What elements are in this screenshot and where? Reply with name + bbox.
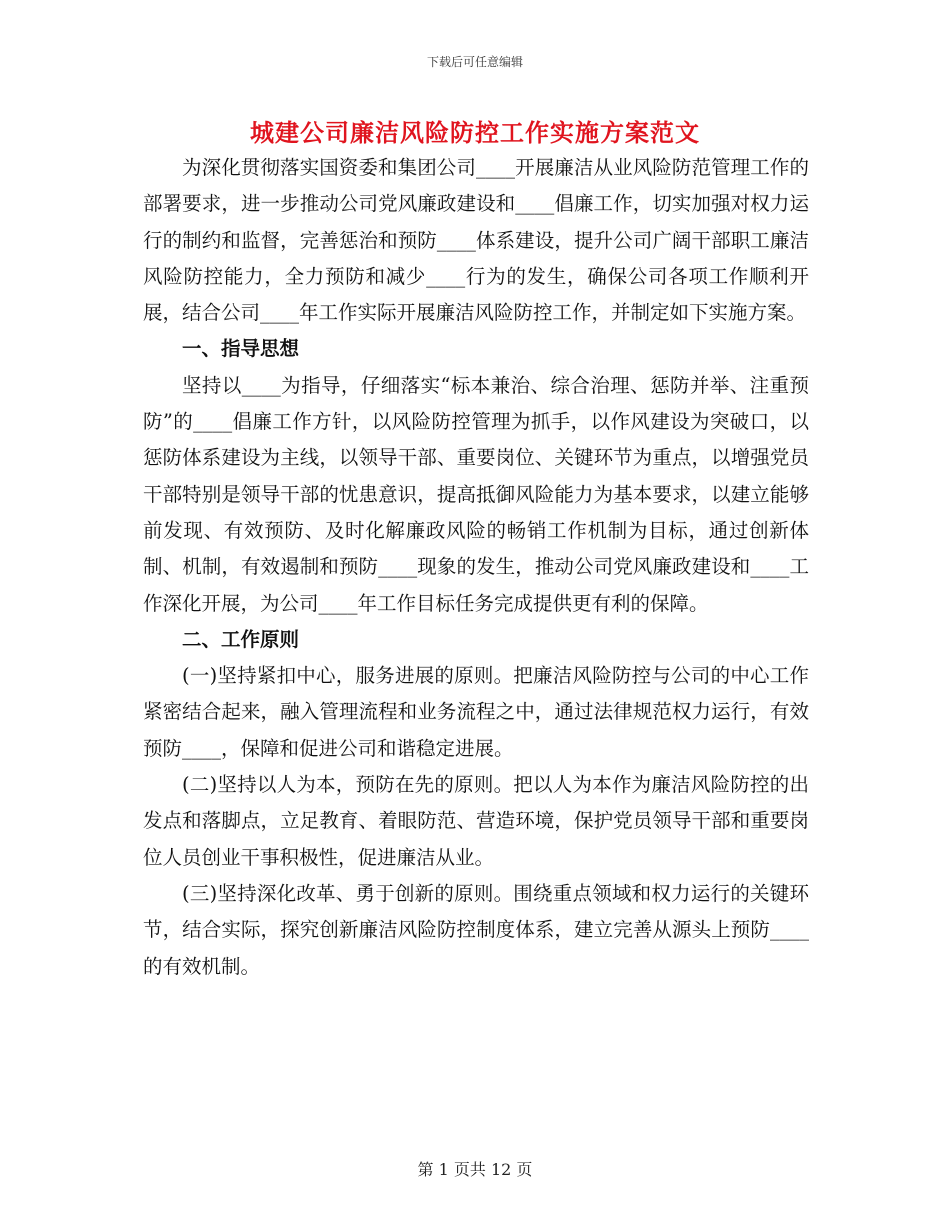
section-heading-guiding-ideology: 一、指导思想 — [182, 337, 300, 361]
document-body — [143, 150, 809, 985]
page-number: 第 1 页共 12 页 — [417, 1160, 533, 1179]
principle-paragraph-1: (一)坚持紧扣中心，服务进展的原则。把廉洁风险防控与公司的中心工作紧密结合起来，融入管理流程和业务流程之中，通过法律规范权力运行，有效预防____，保障和促进公司和谐稳定进展。 — [143, 664, 809, 760]
page-header-note: 下载后可任意编辑 — [426, 55, 523, 69]
intro-paragraph: 为深化贯彻落实国资委和集团公司____开展廉洁从业风险防范管理工作的部署要求，进一步推动公司党风廉政建设和____倡廉工作，切实加强对权力运行的制约和监督，完善惩治和预防____体系建设，提升公司广阔干部职工廉洁风险防控能力，全力预防和减少____行为的发生，确保公司各项工作顺利开展，结合公司____年工作实际开展廉洁风险防控工作，并制定如下实施方案。 — [143, 156, 809, 325]
principle-paragraph-3: (三)坚持深化改革、勇于创新的原则。围绕重点领域和权力运行的关键环节，结合实际，探究创新廉洁风险防控制度体系，建立完善从源头上预防____的有效机制。 — [143, 881, 809, 978]
principle-paragraph-2: (二)坚持以人为本，预防在先的原则。把以人为本作为廉洁风险防控的出发点和落脚点，立足教育、着眼防范、营造环境，保护党员领导干部和重要岗位人员创业干事积极性，促进廉洁从业。 — [143, 773, 809, 869]
document-title: 城建公司廉洁风险防控工作实施方案范文 — [250, 119, 700, 147]
section-heading-work-principles: 二、工作原则 — [182, 627, 300, 651]
guiding-ideology-paragraph: 坚持以____为指导，仔细落实“标本兼治、综合治理、惩防并举、注重预防”的____倡廉工作方针，以风险防控管理为抓手，以作风建设为突破口，以惩防体系建设为主线，以领导干部、重要岗位、关键环节为重点，以增强党员干部特别是领导干部的忧患意识，提高抵御风险能力为基本要求，以建立能够前发现、有效预防、及时化解廉政风险的畅销工作机制为目标，通过创新体制、机制，有效遏制和预防____现象的发生，推动公司党风廉政建设和____工作深化开展，为公司____年工作目标任务完成提供更有利的保障。 — [143, 373, 809, 615]
